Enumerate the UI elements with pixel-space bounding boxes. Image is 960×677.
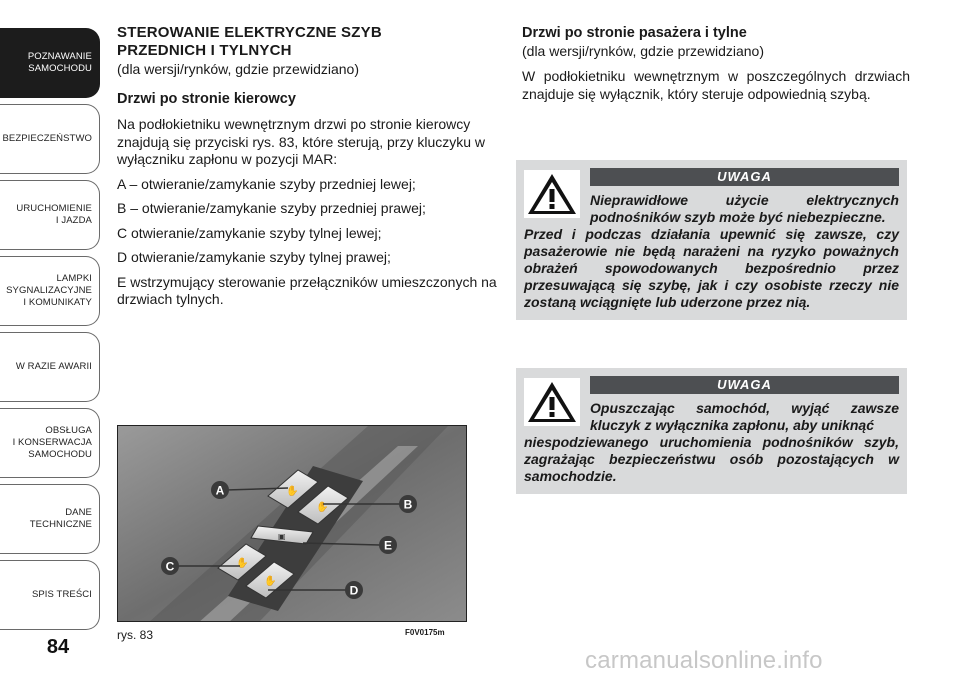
window-switch-illustration [118, 426, 467, 622]
tab-poznawanie-samochodu[interactable]: POZNAWANIE SAMOCHODU [0, 28, 100, 98]
svg-text:✋: ✋ [316, 502, 329, 513]
list-item-c: C otwieranie/zamykanie szyby tylnej lewej; [117, 224, 382, 241]
left-column [117, 24, 502, 316]
svg-text:✋: ✋ [286, 486, 299, 497]
window-switch-figure [117, 425, 467, 622]
tab-uruchomienie-i-jazda[interactable]: URUCHOMIENIE I JAZDA [0, 180, 100, 250]
figure-caption: rys. 83 [117, 628, 154, 642]
svg-text:▣: ▣ [278, 532, 286, 541]
tab-w-razie-awarii[interactable]: W RAZIE AWARII [0, 332, 100, 402]
warning-box-1 [516, 160, 907, 320]
driver-door-intro: Na podłokietniku wewnętrznym drzwi po stronie kierowcy znajdują się przyciski rys. 83, które sterują, przy kluczyku w wyłączniku zapłonu w pozycji MAR: [117, 116, 486, 167]
label-e-text: E [383, 538, 393, 553]
watermark: carmanualsonline.info [585, 647, 823, 674]
tab-bezpieczenstwo[interactable]: BEZPIECZEŃSTWO [0, 104, 100, 174]
section-title-line1: STEROWANIE ELEKTRYCZNE SZYB [117, 24, 382, 41]
tab-spis-tresci[interactable]: SPIS TREŚCI [0, 560, 100, 630]
warning-triangle-icon [524, 378, 580, 426]
list-item-d: D otwieranie/zamykanie szyby tylnej prawej; [117, 249, 391, 265]
list-item-e: E wstrzymujący sterowanie przełączników umieszczonych na drzwiach tylnych. [117, 273, 497, 307]
section-title-line2: PRZEDNICH I TYLNYCH [117, 42, 292, 59]
svg-text:✋: ✋ [264, 576, 277, 587]
driver-door-heading: Drzwi po stronie kierowcy [117, 91, 296, 107]
list-item-b: B – otwieranie/zamykanie szyby przedniej prawej; [117, 200, 426, 216]
page-number: 84 [46, 636, 70, 658]
right-column [522, 24, 910, 110]
warning-text: Przed i podczas działania upewnić się zawsze, czy pasażerowie nie będą narażeni na ryzyko poważnych obrażeń spowodowanych bezpośrednio przez przesuwającą się szybę, jak i czy osobiste rzeczy nie zostaną wciągnięte lub uderzone przez nią. [524, 226, 899, 310]
warning-text-lead: Opuszczając samochód, wyjąć zawsze kluczyk z wyłącznika zapłonu, aby uniknąć [590, 400, 899, 433]
svg-text:✋: ✋ [236, 558, 249, 569]
list-item-a: A – otwieranie/zamykanie szyby przedniej lewej; [117, 175, 416, 192]
warning-triangle-icon [524, 170, 580, 218]
label-a-text: A [215, 483, 225, 498]
warning-text: niespodziewanego uruchomienia podnośników szyb, zagrażając bezpieczeństwu osób pozostających w samochodzie. [524, 434, 899, 484]
label-b-text: B [403, 497, 413, 512]
tab-obsluga-i-konserwacja[interactable]: OBSŁUGA I KONSERWACJA SAMOCHODU [0, 408, 100, 478]
warning-heading: UWAGA [590, 168, 899, 186]
warning-box-2 [516, 368, 907, 494]
passenger-door-text: W podłokietniku wewnętrznym w poszczególnych drzwiach znajduje się wyłącznik, który steruje odpowiednią szybą. [522, 68, 910, 102]
section-subtitle: (dla wersji/rynków, gdzie przewidziano) [117, 61, 359, 77]
warning-text-lead: Nieprawidłowe użycie elektrycznych podnośników szyb może być niebezpieczne. [590, 192, 899, 225]
label-d-text: D [349, 583, 359, 598]
tab-lampki-sygnalizacyjne[interactable]: LAMPKI SYGNALIZACYJNE I KOMUNIKATY [0, 256, 100, 326]
passenger-door-subtitle: (dla wersji/rynków, gdzie przewidziano) [522, 43, 764, 59]
passenger-door-heading: Drzwi po stronie pasażera i tylne [522, 25, 747, 41]
warning-heading: UWAGA [590, 376, 899, 394]
figure-code: F0V0175m [405, 628, 445, 637]
label-c-text: C [165, 559, 175, 574]
tab-dane-techniczne[interactable]: DANE TECHNICZNE [0, 484, 100, 554]
